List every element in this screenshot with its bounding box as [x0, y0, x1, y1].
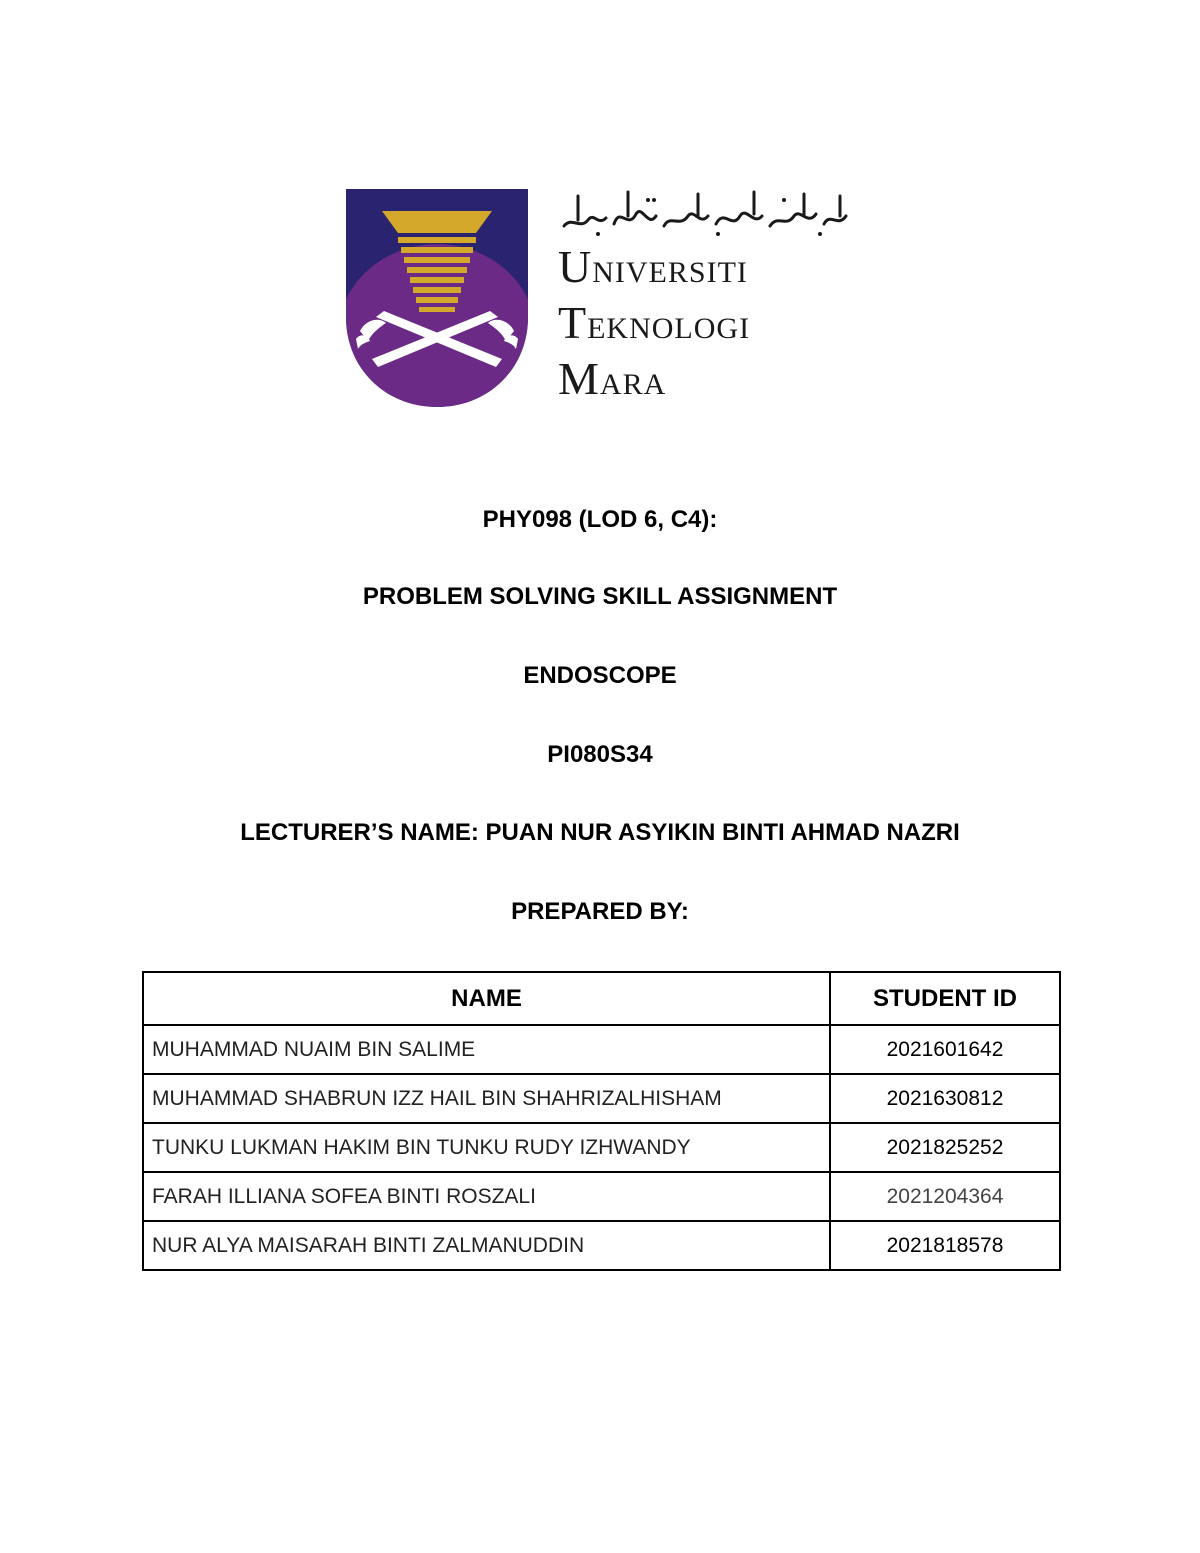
table-row [143, 1025, 1060, 1074]
group-code: PI080S34 [547, 741, 653, 768]
header-student-id: STUDENT ID [830, 972, 1060, 1025]
student-id: 2021204364 [830, 1172, 1060, 1221]
student-id: 2021630812 [830, 1074, 1060, 1123]
university-logo [346, 186, 866, 410]
wordmark-line-1: UNIVERSITI [558, 241, 748, 292]
student-name: MUHAMMAD NUAIM BIN SALIME [143, 1025, 830, 1074]
table-row [143, 1221, 1060, 1270]
table-row [143, 1123, 1060, 1172]
crest-icon [346, 189, 528, 407]
student-name: MUHAMMAD SHABRUN IZZ HAIL BIN SHAHRIZALHISHAM [143, 1074, 830, 1123]
members-table [142, 971, 1061, 1271]
student-id: 2021825252 [830, 1123, 1060, 1172]
course-code: PHY098 (LOD 6, C4): [482, 506, 718, 533]
table-row [143, 1172, 1060, 1221]
student-name: TUNKU LUKMAN HAKIM BIN TUNKU RUDY IZHWANDY [143, 1123, 830, 1172]
header-name: NAME [143, 972, 830, 1025]
topic-title: ENDOSCOPE [523, 662, 677, 689]
university-wordmark [558, 242, 750, 410]
wordmark-line-2: TEKNOLOGI [558, 297, 751, 348]
prepared-by-label: PREPARED BY: [511, 898, 689, 925]
student-id: 2021818578 [830, 1221, 1060, 1270]
lecturer-name: LECTURER’S NAME: PUAN NUR ASYIKIN BINTI AHMAD NAZRI [240, 819, 960, 846]
table-header-row [143, 972, 1060, 1025]
assignment-title: PROBLEM SOLVING SKILL ASSIGNMENT [362, 583, 838, 610]
wordmark-line-3: MARA [558, 353, 667, 404]
table-row [143, 1074, 1060, 1123]
student-name: NUR ALYA MAISARAH BINTI ZALMANUDDIN [143, 1221, 830, 1270]
jawi-script-icon [558, 186, 858, 238]
student-name: FARAH ILLIANA SOFEA BINTI ROSZALI [143, 1172, 830, 1221]
student-id: 2021601642 [830, 1025, 1060, 1074]
